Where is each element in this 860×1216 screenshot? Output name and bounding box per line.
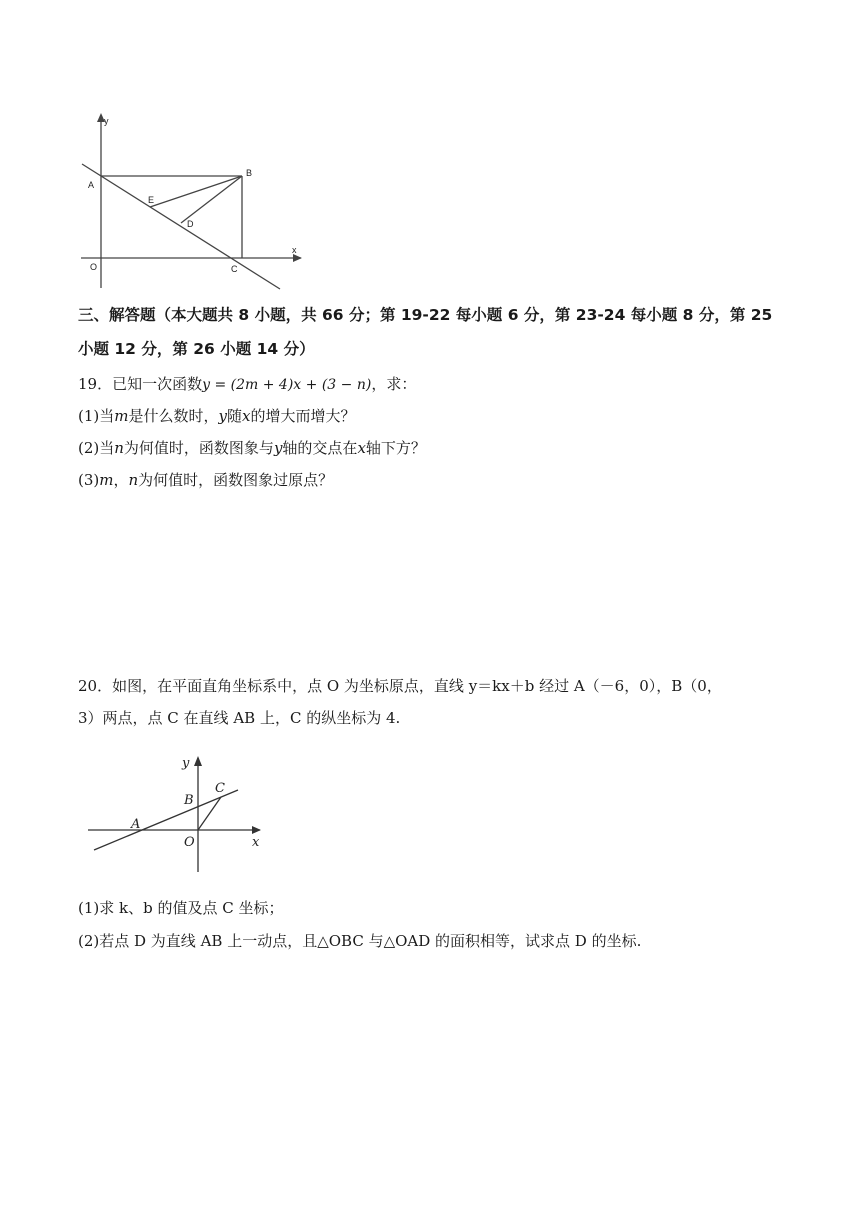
q19-stem — [78, 373, 416, 394]
label-B: B — [246, 168, 253, 178]
label-x: x — [292, 245, 297, 255]
section-title-line1: 三、解答题（本大题共 8 小题，共 66 分；第 19-22 每小题 6 分，第 23-24 每小题 8 分，第 25 — [78, 306, 773, 324]
q19-part3 — [78, 469, 333, 490]
var-y: y — [218, 407, 227, 425]
label-C: C — [215, 781, 225, 796]
label-x: x — [252, 835, 260, 850]
label-A: A — [88, 180, 95, 190]
q19-part2-mid: 为何值时，函数图象与 — [123, 439, 274, 457]
x-axis-arrow — [293, 254, 302, 262]
var-m: m — [99, 471, 114, 489]
section-title-line2: 小题 12 分，第 26 小题 14 分） — [78, 340, 315, 358]
q19-stem-suffix: ，求： — [371, 375, 417, 393]
q19-part2-prefix: (2)当 — [78, 439, 115, 457]
var-x: x — [242, 407, 251, 425]
segment-BE — [150, 176, 242, 207]
figure-line-diagram — [84, 752, 266, 876]
q19-part3-sep: ， — [113, 471, 129, 489]
label-D: D — [187, 219, 194, 229]
label-O: O — [184, 835, 195, 850]
var-x: x — [357, 439, 366, 457]
q19-part2 — [78, 437, 426, 458]
q20-line1: 20．如图，在平面直角坐标系中，点 O 为坐标原点，直线 y＝kx＋b 经过 A（－6，0），B（0， — [78, 677, 722, 695]
q19-part2-suffix: 轴下方？ — [365, 439, 426, 457]
q20-part1: (1)求 k、b 的值及点 C 坐标； — [78, 899, 284, 917]
q19-part3-suffix: 为何值时，函数图象过原点？ — [138, 471, 334, 489]
q19-formula: y = (2m + 4)x + (3 − n) — [202, 377, 372, 393]
q19-part1-suffix: 的增大而增大？ — [250, 407, 356, 425]
y-axis-arrow — [194, 756, 202, 766]
segment-BD — [181, 176, 242, 223]
figure-rectangle-diagram — [78, 110, 310, 292]
var-n: n — [128, 471, 139, 489]
q19-part3-prefix: (3) — [78, 471, 100, 489]
label-C: C — [231, 264, 238, 274]
label-A: A — [131, 817, 141, 832]
label-y: y — [104, 116, 109, 126]
var-m: m — [114, 407, 129, 425]
q19-number: 19． — [78, 375, 113, 393]
var-y: y — [273, 439, 283, 457]
label-B: B — [184, 793, 194, 808]
q19-part1-mid2: 随 — [226, 407, 242, 425]
label-O: O — [90, 262, 98, 272]
line-AB — [94, 790, 238, 850]
q20-part2: (2)若点 D 为直线 AB 上一动点，且△OBC 与△OAD 的面积相等，试求点 D 的坐标. — [78, 932, 642, 950]
q19-part2-mid2: 轴的交点在 — [282, 439, 358, 457]
x-axis-arrow — [252, 826, 261, 834]
var-n: n — [114, 439, 124, 457]
q19-part1 — [78, 405, 355, 426]
q19-part1-mid: 是什么数时， — [128, 407, 219, 425]
q19-part1-prefix: (1)当 — [78, 407, 115, 425]
q20-line2: 3）两点，点 C 在直线 AB 上，C 的纵坐标为 4. — [78, 709, 401, 727]
label-y: y — [182, 756, 190, 771]
q19-stem-prefix: 已知一次函数 — [112, 375, 203, 393]
line-AC — [82, 164, 280, 289]
label-E: E — [148, 195, 155, 205]
